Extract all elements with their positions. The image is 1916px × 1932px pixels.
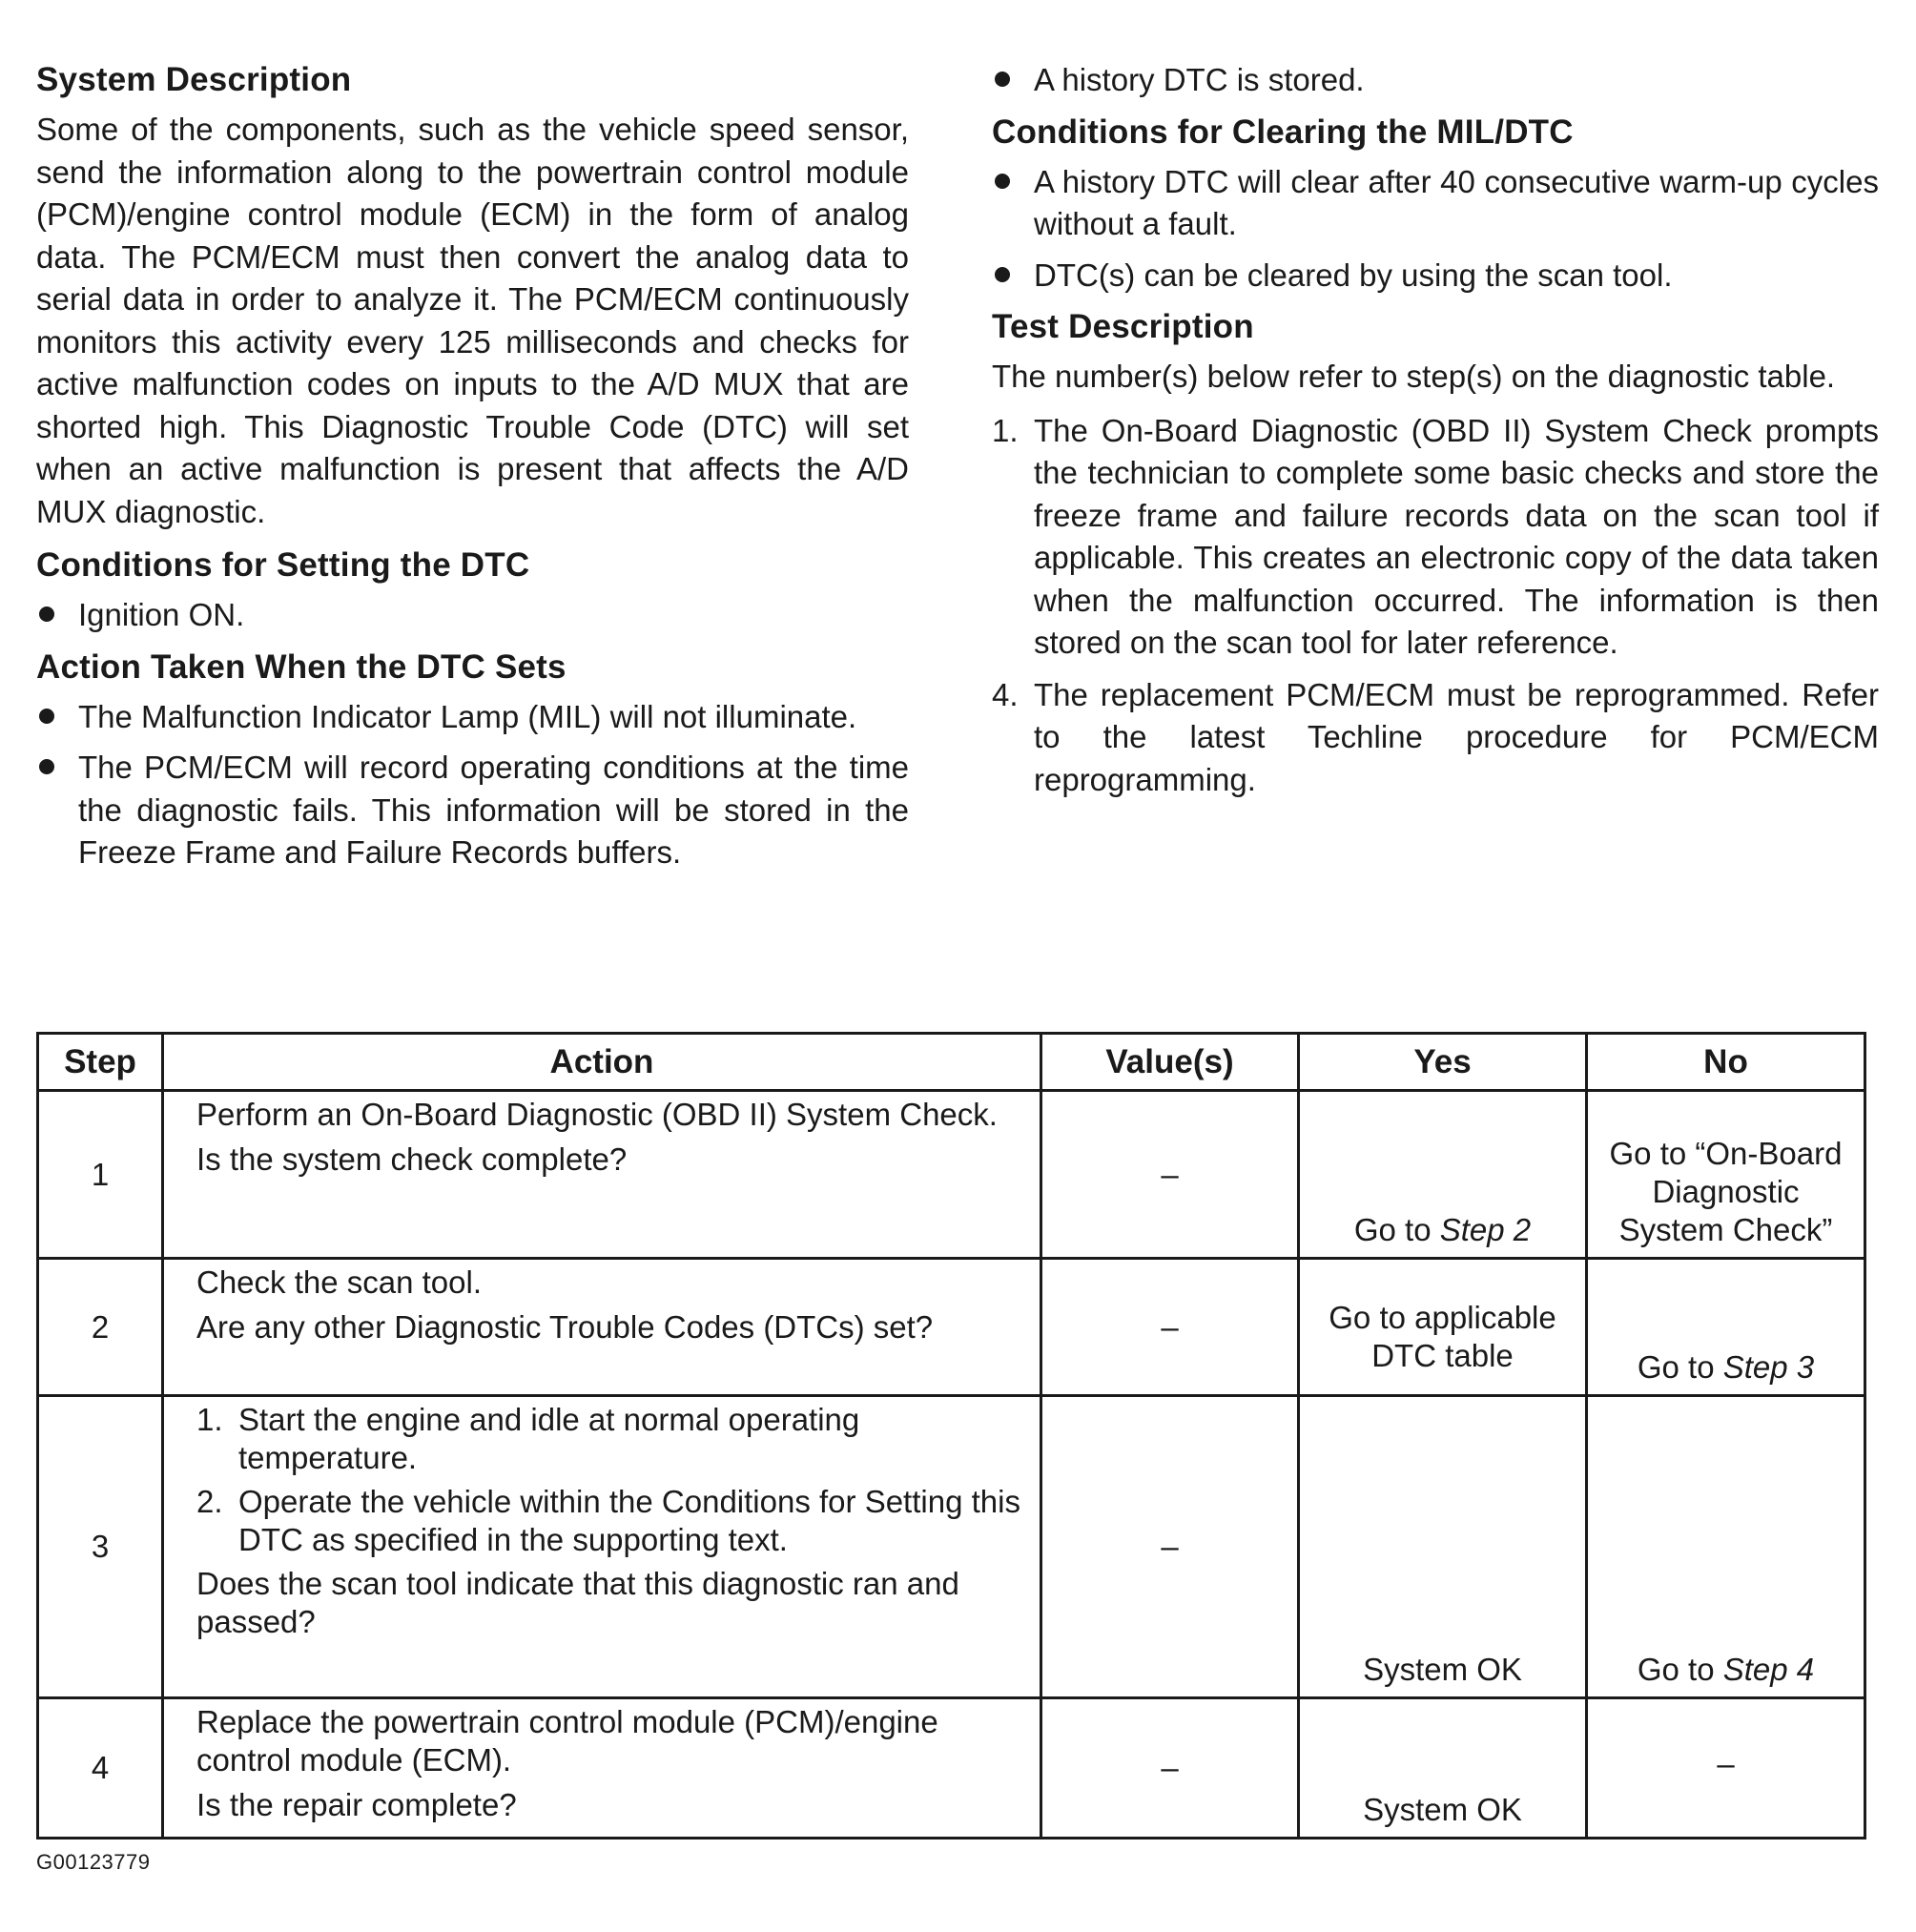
no-step-link: Step 4	[1722, 1652, 1815, 1687]
step-number: 3	[38, 1396, 163, 1698]
list-item-number: 1.	[196, 1402, 223, 1437]
no-cell: Go to “On-Board Diagnostic System Check”	[1587, 1091, 1865, 1259]
action-taken-continued-list	[992, 59, 1879, 102]
action-question: Does the scan tool indicate that this diagnostic ran and passed?	[196, 1566, 959, 1639]
list-item	[196, 1401, 1022, 1477]
action-cell	[163, 1396, 1041, 1698]
list-item	[36, 594, 909, 637]
bullet-icon	[995, 267, 1010, 282]
table-row	[38, 1259, 1865, 1396]
action-steps-list	[196, 1401, 1022, 1559]
yes-cell: Go to applicable DTC table	[1299, 1259, 1587, 1396]
test-description-list	[992, 410, 1879, 802]
table-row	[38, 1091, 1865, 1259]
action-cell	[163, 1091, 1041, 1259]
list-item	[36, 696, 909, 739]
list-item-text: The Malfunction Indicator Lamp (MIL) will not illuminate.	[78, 698, 857, 734]
figure-id: G00123779	[36, 1850, 151, 1874]
yes-cell: System OK	[1299, 1698, 1587, 1839]
list-item-text: A history DTC is stored.	[1034, 62, 1365, 97]
no-cell	[1587, 1396, 1865, 1698]
action-question: Is the system check complete?	[196, 1141, 628, 1177]
list-item-number: 4.	[992, 676, 1019, 712]
step-number: 4	[38, 1698, 163, 1839]
action-question: Is the repair complete?	[196, 1787, 517, 1822]
bullet-icon	[39, 709, 54, 724]
value-cell: –	[1041, 1698, 1299, 1839]
left-column	[36, 59, 909, 884]
column-header-step: Step	[38, 1034, 163, 1091]
no-text: Go to	[1637, 1652, 1723, 1687]
list-item-text: Ignition ON.	[78, 597, 245, 632]
list-item	[992, 410, 1879, 665]
bullet-icon	[39, 759, 54, 774]
list-item-text: The replacement PCM/ECM must be reprogrammed. Refer to the latest Techline procedure for PCM/ECM reprogramming.	[1034, 676, 1879, 797]
action-text: Perform an On-Board Diagnostic (OBD II) System Check.	[196, 1097, 998, 1132]
action-taken-list	[36, 696, 909, 874]
column-header-action: Action	[163, 1034, 1041, 1091]
no-step-link: Step 3	[1722, 1349, 1815, 1385]
conditions-setting-list	[36, 594, 909, 637]
action-taken-heading: Action Taken When the DTC Sets	[36, 647, 567, 686]
list-item	[36, 747, 909, 874]
value-cell: –	[1041, 1396, 1299, 1698]
conditions-clearing-heading: Conditions for Clearing the MIL/DTC	[992, 113, 1574, 151]
list-item	[992, 59, 1879, 102]
conditions-setting-heading: Conditions for Setting the DTC	[36, 546, 530, 584]
list-item-text: Start the engine and idle at normal operating temperature.	[238, 1402, 860, 1475]
action-cell	[163, 1259, 1041, 1396]
diagnostic-table	[36, 1032, 1866, 1840]
list-item	[196, 1483, 1022, 1559]
no-cell: –	[1587, 1698, 1865, 1839]
list-item	[992, 255, 1879, 298]
list-item	[992, 674, 1879, 802]
test-description-heading: Test Description	[992, 308, 1254, 345]
value-cell: –	[1041, 1091, 1299, 1259]
system-description-body: Some of the components, such as the vehicle speed sensor, send the information along to the powertrain control module (PCM)/engine control module (ECM) in the form of analog data. The PCM/ECM must then convert the analog data to serial data in order to analyze it. The PCM/ECM continuously monitors this activity every 125 milliseconds and checks for active malfunction codes on inputs to the A/D MUX that are shorted high. This Diagnostic Trouble Code (DTC) will set when an active malfunction is present that affects the A/D MUX diagnostic.	[36, 112, 909, 529]
column-header-no: No	[1587, 1034, 1865, 1091]
yes-cell: System OK	[1299, 1396, 1587, 1698]
test-description-body: The number(s) below refer to step(s) on the diagnostic table.	[992, 359, 1836, 394]
conditions-clearing-list	[992, 161, 1879, 298]
bullet-icon	[39, 606, 54, 622]
list-item-text: Operate the vehicle within the Conditions for Setting this DTC as specified in the supporting text.	[238, 1484, 1020, 1557]
step-number: 1	[38, 1091, 163, 1259]
column-header-values: Value(s)	[1041, 1034, 1299, 1091]
action-text: Check the scan tool.	[196, 1264, 482, 1300]
yes-text: Go to	[1353, 1212, 1440, 1247]
list-item-text: DTC(s) can be cleared by using the scan tool.	[1034, 257, 1673, 293]
table-row	[38, 1698, 1865, 1839]
list-item-text: The On-Board Diagnostic (OBD II) System Check prompts the technician to complete some basic checks and store the freeze frame and failure records data on the scan tool if applicable. This creates an electronic copy of the data taken when the malfunction occurred. The information is then stored on the scan tool for later reference.	[1034, 412, 1879, 660]
no-cell	[1587, 1259, 1865, 1396]
action-question: Are any other Diagnostic Trouble Codes (DTCs) set?	[196, 1309, 934, 1345]
list-item-text: A history DTC will clear after 40 consecutive warm-up cycles without a fault.	[1034, 163, 1879, 241]
system-description-heading: System Description	[36, 61, 352, 98]
no-text: Go to	[1637, 1349, 1723, 1385]
action-text: Replace the powertrain control module (PCM)/engine control module (ECM).	[196, 1704, 938, 1778]
yes-cell	[1299, 1091, 1587, 1259]
list-item-text: The PCM/ECM will record operating conditions at the time the diagnostic fails. This information will be stored in the Freeze Frame and Failure Records buffers.	[78, 750, 909, 870]
column-header-yes: Yes	[1299, 1034, 1587, 1091]
action-cell	[163, 1698, 1041, 1839]
bullet-icon	[995, 174, 1010, 189]
value-cell: –	[1041, 1259, 1299, 1396]
right-column	[992, 59, 1879, 811]
list-item-number: 2.	[196, 1484, 223, 1519]
table-header-row	[38, 1034, 1865, 1091]
list-item-number: 1.	[992, 412, 1019, 448]
bullet-icon	[995, 72, 1010, 87]
step-number: 2	[38, 1259, 163, 1396]
list-item	[992, 161, 1879, 246]
table-row	[38, 1396, 1865, 1698]
yes-step-link: Step 2	[1439, 1212, 1532, 1247]
